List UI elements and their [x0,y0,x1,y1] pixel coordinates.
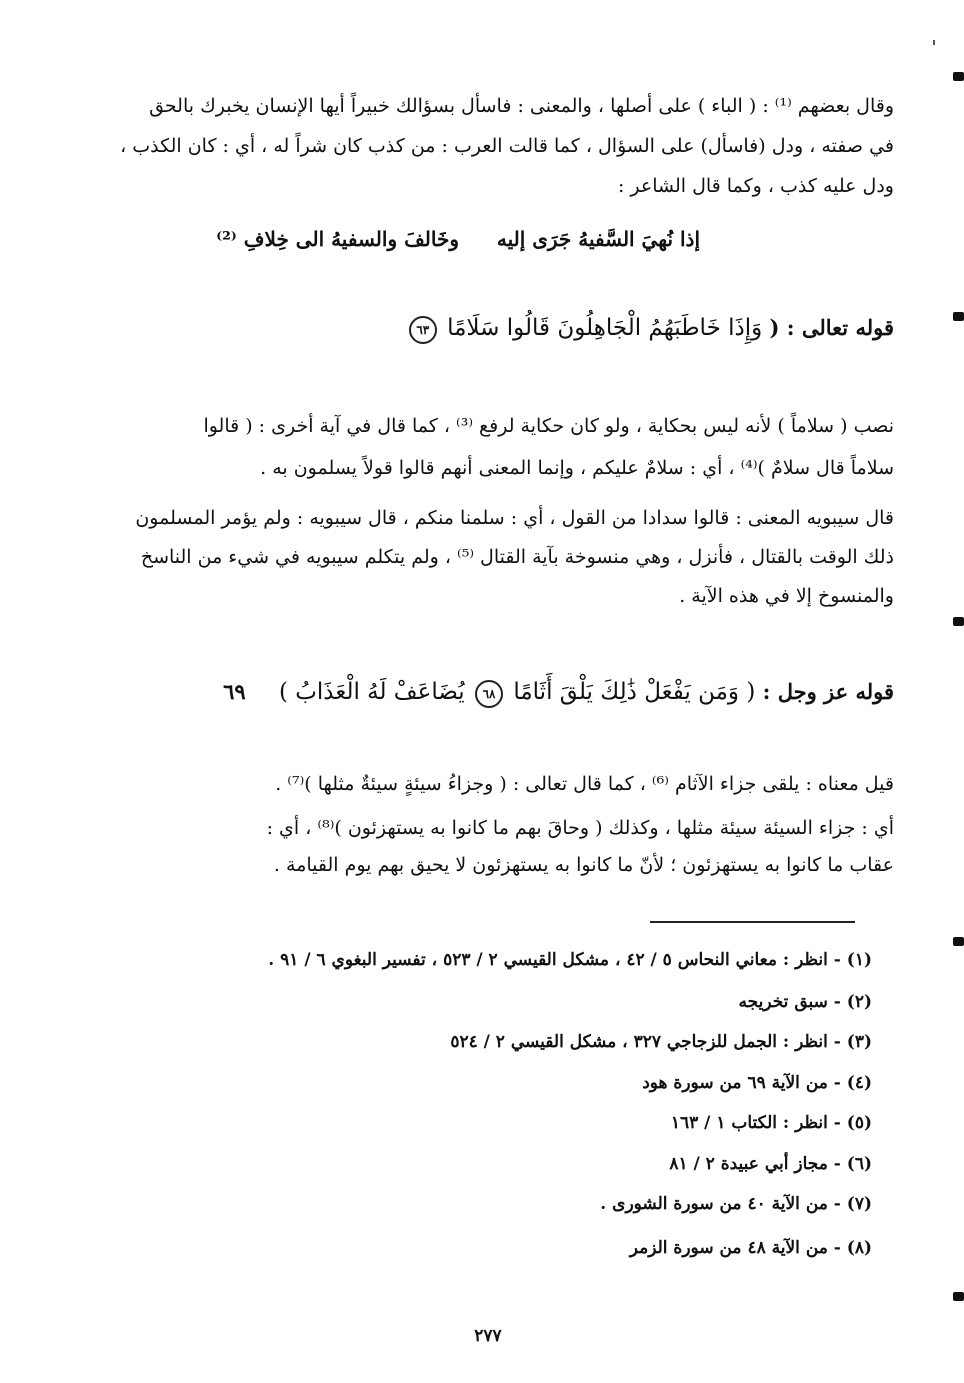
quran-verse-63 [406,308,894,348]
footnote: (٥) - انظر : الكتاب ١ / ١٦٣ [670,1113,872,1133]
verse-label: قوله تعالى : [786,315,894,340]
text-line: سلاماً قال سلامٌ )⁽⁴⁾ ، أي : سلامٌ عليكم ، وإنما المعنى أنهم قالوا قولاً يسلمون به . [260,457,894,479]
verse-text: وَإِذَا خَاطَبَهُمُ الْجَاهِلُونَ قَالُوا سَلَامًا [447,315,763,341]
footnote-separator [650,921,855,923]
quran-verse-69 [223,672,894,712]
verse-label: قوله عز وجل : [762,679,894,704]
binding-hole-mark [953,937,964,946]
text-line: قيل معناه : يلقى جزاء الآثام ⁽⁶⁾ ، كما قال تعالى : ( وجزاءُ سيئةٍ سيئةٌ مثلها )⁽⁷⁾ . [275,773,894,795]
binding-hole-mark [953,72,964,81]
footnote: (٤) - من الآية ٦٩ من سورة هود [642,1073,872,1093]
binding-hole-mark [953,1292,964,1301]
footnote: (٦) - مجاز أبي عبيدة ٢ / ٨١ [669,1154,872,1174]
binding-hole-mark [953,312,964,321]
footnote: (٢) - سبق تخريجه [738,992,872,1012]
text-line: في صفته ، ودل (فاسأل) على السؤال ، كما قالت العرب : من كذب كان شراً له ، أي : كان الكذب ، [120,135,894,157]
text-line: عقاب ما كانوا به يستهزئون ؛ لأنّ ما كانوا به يستهزئون لا يحيق بهم يوم القيامة . [273,854,894,876]
footnote: (٣) - انظر : الجمل للزجاجي ٣٢٧ ، مشكل القيسي ٢ / ٥٢٤ [450,1032,872,1052]
poem-hemistich-2: وخَالفَ والسفيهُ الى خِلافِ ⁽²⁾ [216,227,459,251]
text-line: ذلك الوقت بالقتال ، فأنزل ، وهي منسوخة بآية القتال ⁽⁵⁾ ، ولم يتكلم سيبويه في شيء من الناسخ [140,546,894,568]
paragraph-2 [68,410,894,484]
footnote: (٨) - من الآية ٤٨ من سورة الزمر [629,1238,872,1258]
paragraph-4 [68,768,894,881]
verse-text: يُضَاعَفْ لَهُ الْعَذَابُ ) [278,679,465,705]
verse-bracket: ( [769,315,780,340]
paragraph-1 [68,90,894,202]
verse-text: ( وَمَن يَفْعَلْ ذَٰلِكَ يَلْقَ أَثَامًا [513,679,756,705]
text-line: ودل عليه كذب ، وكما قال الشاعر : [617,175,894,197]
binding-hole-mark [953,617,964,626]
text-line: أي : جزاء السيئة سيئة مثلها ، وكذلك ( وحاقَ بهم ما كانوا به يستهزئون )⁽⁸⁾ ، أي : [266,817,894,839]
paragraph-3 [68,502,894,612]
text-line: وقال بعضهم ⁽¹⁾ : ( الباء ) على أصلها ، والمعنى : فاسأل بسؤالك خبيراً أيها الإنسان يخبرك بالحق [149,95,894,117]
ayah-number-icon: ٦٨ [475,680,503,708]
text-line: قال سيبويه المعنى : قالوا سدادا من القول ، أي : سلمنا منكم ، قال سيبويه : ولم يؤمر المسلمون [135,507,894,529]
ayah-number-icon: ٦٣ [409,316,437,344]
verse-number: ٦٩ [223,679,246,704]
footnote: (١) - انظر : معاني النحاس ٥ / ٤٢ ، مشكل القيسي ٢ / ٥٢٣ ، تفسير البغوي ٦ / ٩١ . [268,950,872,970]
scan-mark [933,40,935,45]
page-number: ٢٧٧ [474,1326,502,1346]
text-line: والمنسوخ إلا في هذه الآية . [679,585,894,607]
footnote: (٧) - من الآية ٤٠ من سورة الشورى . [600,1194,872,1214]
poem-hemistich-1: إذا نُهيَ السَّفيهُ جَرَى إليه [496,227,700,251]
text-line: نصب ( سلاماً ) لأنه ليس بحكاية ، ولو كان حكاية لرفع ⁽³⁾ ، كما قال في آية أخرى : ( قالوا [203,415,894,437]
